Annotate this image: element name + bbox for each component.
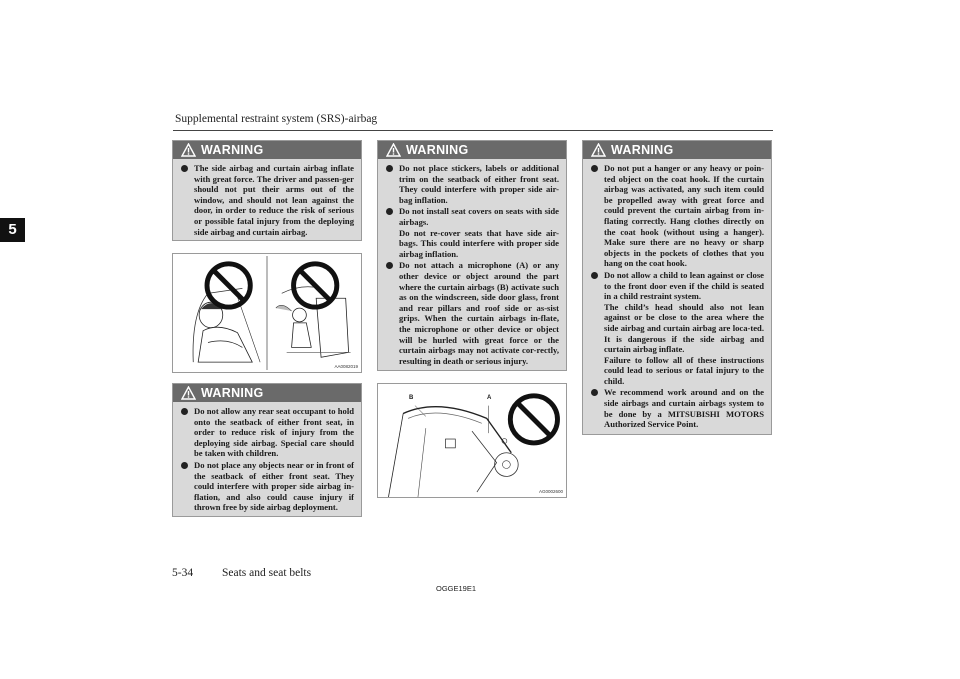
chapter-tab: 5 [0,218,25,242]
warning-box-4 [582,140,772,435]
warning-header [378,141,566,159]
warning-list [173,159,361,242]
warning-list [583,159,771,435]
warning-item: Do not attach a microphone (A) or any other device or object around the part where the curtain airbags (B) activate such as on the windscreen, side door glass, front and rear pillars and roof side or as-sist grips. When the curtain airbags in-flate, the microphone or other device or object will be hurled with great force or the curtain airbags may not activate cor-rectly, resulting in death or serious injury. [385,260,559,366]
figure-code: AA0082019 [334,364,358,369]
warning-header [173,384,361,402]
label-a: A [487,395,492,401]
warning-box-3 [377,140,567,371]
warning-item: Do not allow any rear seat occupant to hold onto the seatback of either front seat, in order to reduce risk of injury from the deploying side airbag. Special care should be taken with children. [180,406,354,459]
footer-page-number: 5-34 [172,567,194,579]
header-rule [173,130,773,131]
occupant-leaning-illustration [173,254,361,372]
warning-header [583,141,771,159]
warning-item: We recommend work around and on the side airbags and curtain airbags system to be done by a MITSUBISHI MOTORS Authorized Service Point. [590,387,764,429]
warning-item: Do not allow a child to lean against or close to the front door even if the child is seated in a child restraint system. The child’s head should also not lean against or be close to the area where the side airbag and curtain airbag are loca-ted. It is dangerous if the side airbag and curtain airbag inflate. Failure to follow all of these instructions could lead to serious or fatal injury to the child. [590,270,764,387]
page-header-title: Supplemental restraint system (SRS)-airbag [175,113,378,125]
warning-list [378,159,566,371]
warning-item: Do not place stickers, labels or additional trim on the seatback of either front seat. They could interfere with proper side air-bag inflation. [385,163,559,205]
illustration-occupant-leaning [172,253,362,373]
warning-label: WARNING [201,143,264,157]
warning-label: WARNING [611,143,674,157]
warning-triangle-icon [181,386,196,400]
warning-header [173,141,361,159]
warning-box-2 [172,383,362,517]
warning-triangle-icon [181,143,196,157]
curtain-airbag-illustration [378,384,566,497]
warning-item: Do not install seat covers on seats with side airbags. Do not re-cover seats that have side air-bags. This could interfere with proper side airbag inflation. [385,206,559,259]
warning-item: The side airbag and curtain airbag inflate with great force. The driver and passen-ger should not put their arms out of the window, and should not lean against the door, in order to reduce the risk of serious or possible fatal injury from the deploying side airbag and curtain airbag. [180,163,354,237]
warning-triangle-icon [386,143,401,157]
warning-list [173,402,361,518]
warning-item: Do not place any objects near or in front of the seatback of either front seat. They could interfere with proper side airbag in-flation, and also could cause injury if thrown free by side airbag deployment. [180,460,354,513]
figure-code: AG0002600 [538,489,563,494]
warning-item: Do not put a hanger or any heavy or poin-ted object on the coat hook. If the curtain airbag was activated, any such item could be propelled away with great force and could prevent the curtain airbag from in-flating correctly. Hang clothes directly on the coat hook (without using a hanger). Make sure there are no heavy or sharp objects in the pockets of clothes that you hang on the coat hook. [590,163,764,269]
illustration-curtain-airbag [377,383,567,498]
warning-triangle-icon [591,143,606,157]
warning-box-1 [172,140,362,241]
footer-doc-code: OGGE19E1 [436,584,477,593]
warning-label: WARNING [201,386,264,400]
footer-section-title: Seats and seat belts [222,567,312,579]
warning-label: WARNING [406,143,469,157]
label-b: B [409,395,414,401]
